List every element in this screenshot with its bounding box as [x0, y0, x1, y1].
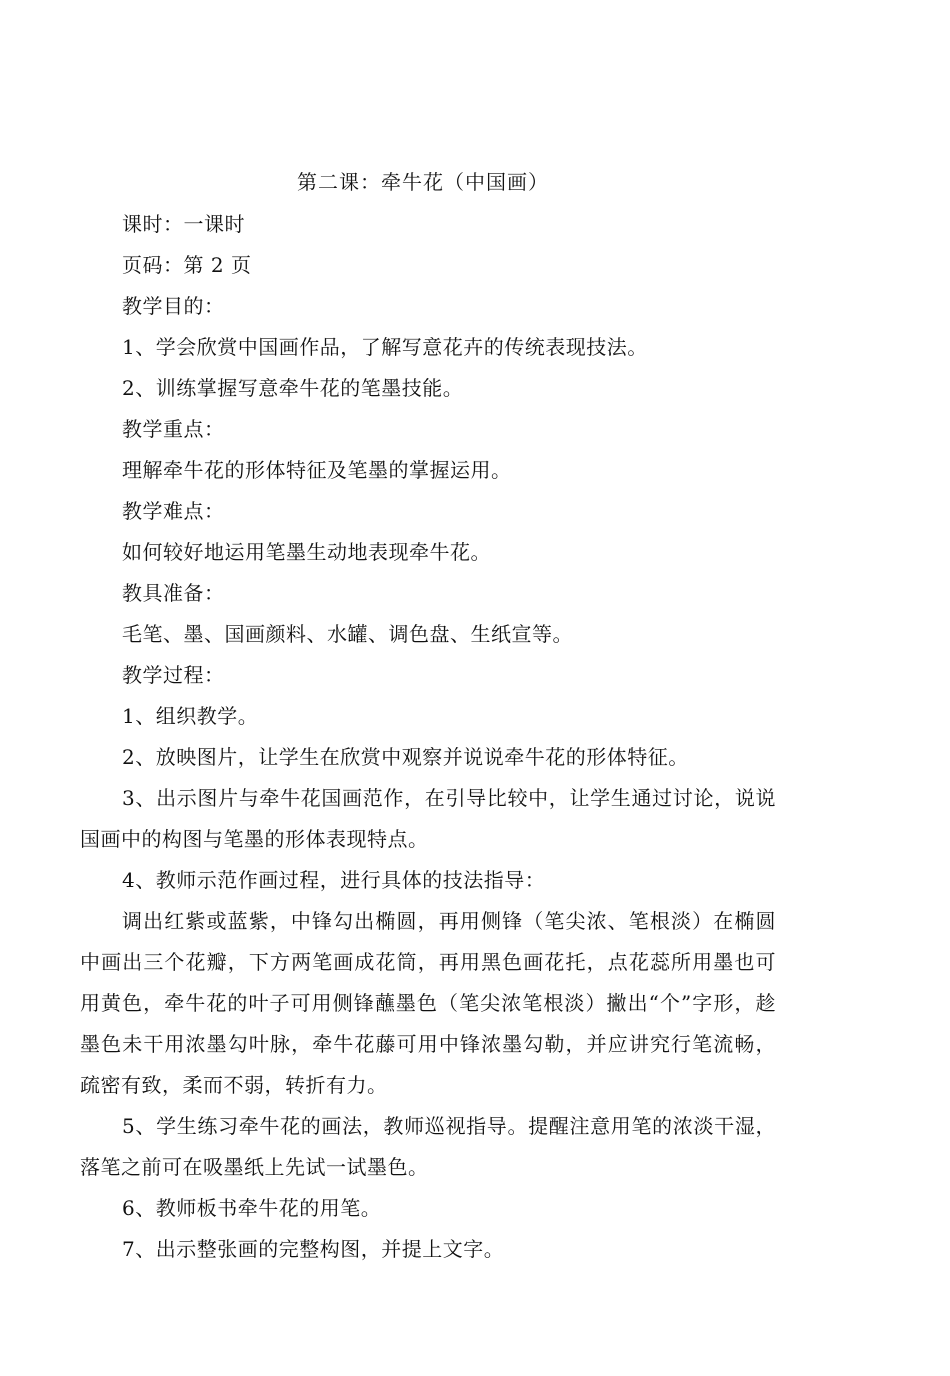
heading-key-points: 教学重点：: [122, 417, 225, 441]
paragraph-step-6: 6、教师板书牵牛花的用笔。: [122, 1196, 382, 1220]
paragraph-teaching-aids: 毛笔、墨、国画颜料、水罐、调色盘、生纸宣等。: [122, 622, 573, 646]
paragraph-step-7: 7、出示整张画的完整构图，并提上文字。: [122, 1237, 505, 1261]
heading-teaching-process: 教学过程：: [122, 663, 225, 687]
paragraph-step-4: 4、教师示范作画过程，进行具体的技法指导：: [122, 868, 546, 892]
paragraph-key-points: 理解牵牛花的形体特征及笔墨的掌握运用。: [122, 458, 512, 482]
paragraph-step-2: 2、放映图片，让学生在欣赏中观察并说说牵牛花的形体特征。: [122, 745, 689, 769]
document-body: [80, 204, 776, 1270]
paragraph-step-3: 3、出示图片与牵牛花国画范作，在引导比较中，让学生通过讨论，说说国画中的构图与笔墨的形体表现特点。: [80, 786, 776, 851]
paragraph-technique-detail: 调出红紫或蓝紫，中锋勾出椭圆，再用侧锋（笔尖浓、笔根淡）在椭圆中画出三个花瓣，下方两笔画成花筒，再用黑色画花托，点花蕊所用墨也可用黄色，牵牛花的叶子可用侧锋蘸墨色（笔尖浓笔根淡）撇出“个”字形，趁墨色未干用浓墨勾叶脉，牵牛花藤可用中锋浓墨勾勒，并应讲究行笔流畅，疏密有致，柔而不弱，转折有力。: [80, 909, 776, 1097]
paragraph-step-5: 5、学生练习牵牛花的画法，教师巡视指导。提醒注意用笔的浓淡干湿，落笔之前可在吸墨纸上先试一试墨色。: [80, 1114, 776, 1179]
document-title: 第二课：牵牛花（中国画）: [297, 170, 549, 194]
paragraph-class-hours: 课时：一课时: [122, 212, 245, 236]
paragraph-objective-2: 2、训练掌握写意牵牛花的笔墨技能。: [122, 376, 464, 400]
paragraph-objective-1: 1、学会欣赏中国画作品，了解写意花卉的传统表现技法。: [122, 335, 648, 359]
paragraph-step-1: 1、组织教学。: [122, 704, 259, 728]
heading-difficulties: 教学难点：: [122, 499, 225, 523]
heading-teaching-aids: 教具准备：: [122, 581, 225, 605]
heading-teaching-objectives: 教学目的：: [122, 294, 225, 318]
paragraph-page-number: 页码：第 2 页: [122, 253, 252, 277]
paragraph-difficulties: 如何较好地运用笔墨生动地表现牵牛花。: [122, 540, 491, 564]
